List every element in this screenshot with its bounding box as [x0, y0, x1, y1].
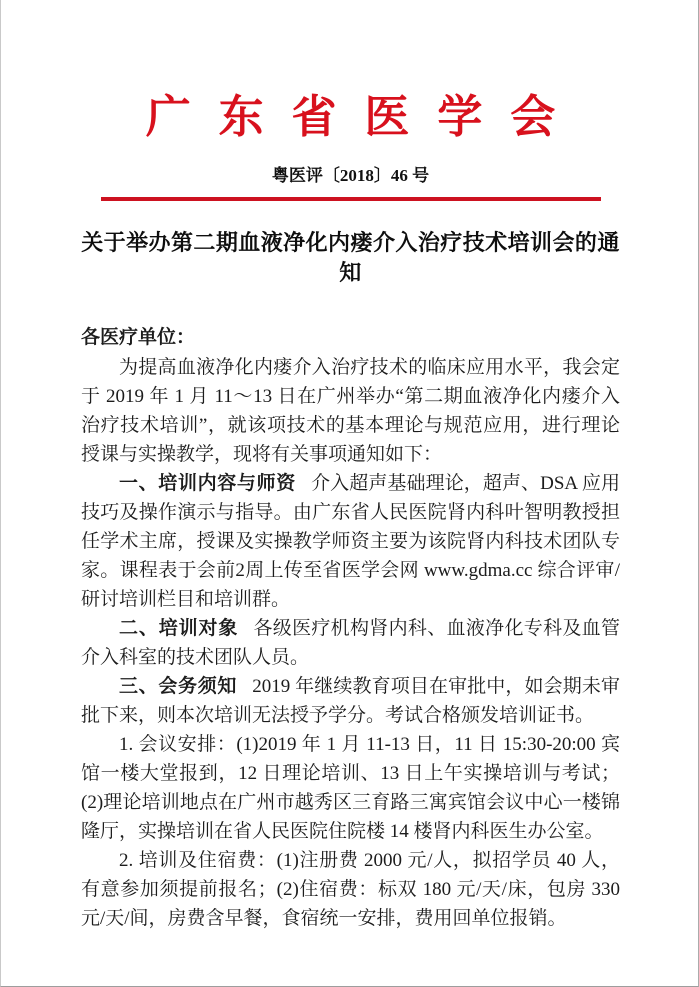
paragraph-section-2: [81, 614, 620, 672]
paragraph-text: 为提高血液净化内瘘介入治疗技术的临床应用水平，我会定于 2019 年 1 月 11～13 日在广州举办“第二期血液净化内瘘介入治疗技术培训”，就该项技术的基本理论与规范应用，进行理论授课与实操教学，现将有关事项通知如下：: [81, 357, 620, 465]
paragraph-section-1: [81, 469, 620, 614]
doc-title: 关于举办第二期血液净化内瘘介入治疗技术培训会的通知: [81, 230, 620, 285]
paragraph-text: 2. 培训及住宿费：(1)注册费 2000 元/人，拟招学员 40 人，有意参加须提前报名；(2)住宿费：标双 180 元/天/床，包房 330 元/天/间，房费含早餐，食宿统一安排，费用回单位报销。: [81, 850, 620, 929]
doc-number: 粤医评〔2018〕46 号: [271, 166, 430, 185]
paragraph-item-2: [81, 846, 620, 933]
paragraph-intro: [81, 353, 620, 469]
salutation: 各医疗单位：: [81, 327, 196, 348]
paragraph-text: 1. 会议安排：(1)2019 年 1 月 11-13 日，11 日 15:30-20:00 宾馆一楼大堂报到，12 日理论培训、13 日上午实操培训与考试；(2)理论培训地点在广州市越秀区三育路三寓宾馆会议中心一楼锦隆厅，实操培训在省人民医院住院楼 14 楼肾内科医生办公室。: [81, 734, 620, 842]
paragraph-item-1: [81, 730, 620, 846]
paragraph-text: 2019 年继续教育项目在审批中，如会期未审批下来，则本次培训无法授予学分。考试合格颁发培训证书。: [81, 676, 620, 726]
section-heading: 二、培训对象: [119, 618, 239, 639]
document-body: [81, 353, 620, 933]
paragraph-text: 介入超声基础理论，超声、DSA 应用技巧及操作演示与指导。由广东省人民医院肾内科叶智明教授担任学术主席，授课及实操教学师资主要为该院肾内科技术团队专家。课程表于会前2周上传至省医学会网 www.gdma.cc 综合评审/研讨培训栏目和培训群。: [81, 473, 620, 610]
red-divider-rule: [101, 197, 601, 201]
paragraph-text: 各级医疗机构肾内科、血液净化专科及血管介入科室的技术团队人员。: [81, 618, 620, 668]
paragraph-section-3: [81, 672, 620, 730]
org-name: 广东省医学会: [145, 92, 584, 142]
section-heading: 一、培训内容与师资: [119, 473, 296, 494]
section-heading: 三、会务须知: [119, 676, 238, 697]
